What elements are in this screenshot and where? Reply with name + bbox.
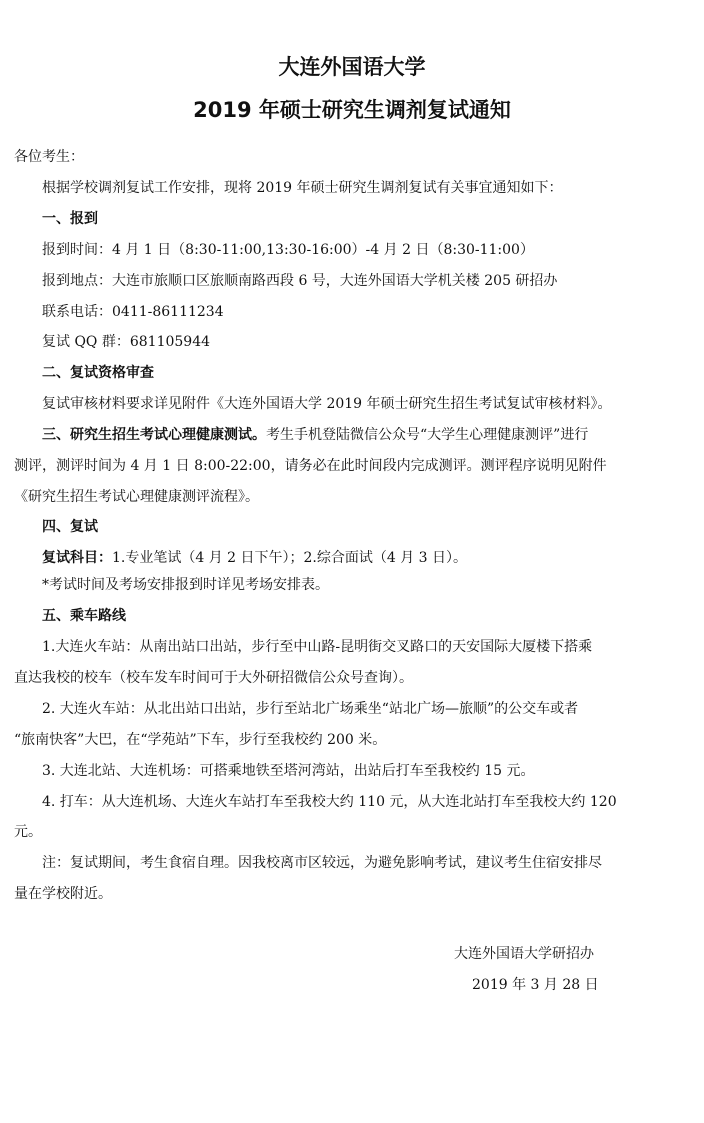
document-title-notice: 2019 年硕士研究生调剂复试通知: [193, 98, 511, 122]
route4-line1: 4. 打车：从大连机场、大连火车站打车至我校大约 110 元，从大连北站打车至我校大约 120: [42, 794, 617, 810]
qualification-text: 复试审核材料要求详见附件《大连外国语大学 2019 年硕士研究生招生考试复试审核材料》。: [42, 396, 612, 412]
section-heading-qualification: 二、复试资格审查: [42, 365, 154, 381]
note-line2: 量在学校附近。: [14, 886, 112, 902]
psych-test-text-line2: 测评，测评时间为 4 月 1 日 8:00-22:00，请务必在此时间段内完成测评。测评程序说明见附件: [14, 458, 607, 474]
route1-line1: 1.大连火车站：从南出站口出站，步行至中山路-昆明街交叉路口的天安国际大厦楼下搭乘: [42, 639, 593, 655]
issue-date: 2019 年 3 月 28 日: [472, 977, 599, 993]
reexam-note: *考试时间及考场安排报到时详见考场安排表。: [42, 577, 329, 593]
note-line1: 注：复试期间，考生食宿自理。因我校离市区较远，为避免影响考试，建议考生住宿安排尽: [42, 855, 602, 871]
route2-line2: “旅南快客”大巴，在“学苑站”下车，步行至我校约 200 米。: [14, 732, 387, 748]
psych-test-text-line3: 《研究生招生考试心理健康测评流程》。: [14, 489, 259, 505]
reexam-subjects-label: 复试科目：: [42, 550, 112, 566]
psych-test-paragraph-line1: [42, 424, 588, 446]
registration-place: 报到地点：大连市旅顺口区旅顺南路西段 6 号，大连外国语大学机关楼 205 研招办: [42, 273, 558, 289]
route3: 3. 大连北站、大连机场：可搭乘地铁至塔河湾站，出站后打车至我校约 15 元。: [42, 763, 535, 779]
section-heading-transport: 五、乘车路线: [42, 608, 126, 624]
reexam-subjects: [42, 547, 467, 569]
route2-line1: 2. 大连火车站：从北出站口出站，步行至站北广场乘坐“站北广场—旅顺”的公交车或者: [42, 701, 579, 717]
route1-line2: 直达我校的校车（校车发车时间可于大外研招微信公众号查询）。: [14, 670, 413, 686]
contact-phone: 联系电话：0411-86111234: [42, 304, 224, 320]
signature: 大连外国语大学研招办: [454, 946, 594, 962]
section-heading-registration: 一、报到: [42, 211, 98, 227]
reexam-subjects-text: 1.专业笔试（4 月 2 日下午）；2.综合面试（4 月 3 日）。: [112, 550, 468, 566]
document-title-university: 大连外国语大学: [278, 55, 426, 79]
psych-test-text-line1: 考生手机登陆微信公众号“大学生心理健康测评”进行: [266, 427, 589, 443]
intro-paragraph: 根据学校调剂复试工作安排，现将 2019 年硕士研究生调剂复试有关事宜通知如下：: [42, 180, 563, 196]
section-heading-psych-test: 三、研究生招生考试心理健康测试。: [42, 427, 266, 443]
greeting: 各位考生：: [14, 149, 84, 165]
qq-group: 复试 QQ 群：681105944: [42, 334, 211, 350]
section-heading-reexam: 四、复试: [42, 519, 98, 535]
registration-time: 报到时间：4 月 1 日（8:30-11:00,13:30-16:00）-4 月 2 日（8:30-11:00）: [42, 242, 534, 258]
route4-line2: 元。: [14, 824, 42, 840]
